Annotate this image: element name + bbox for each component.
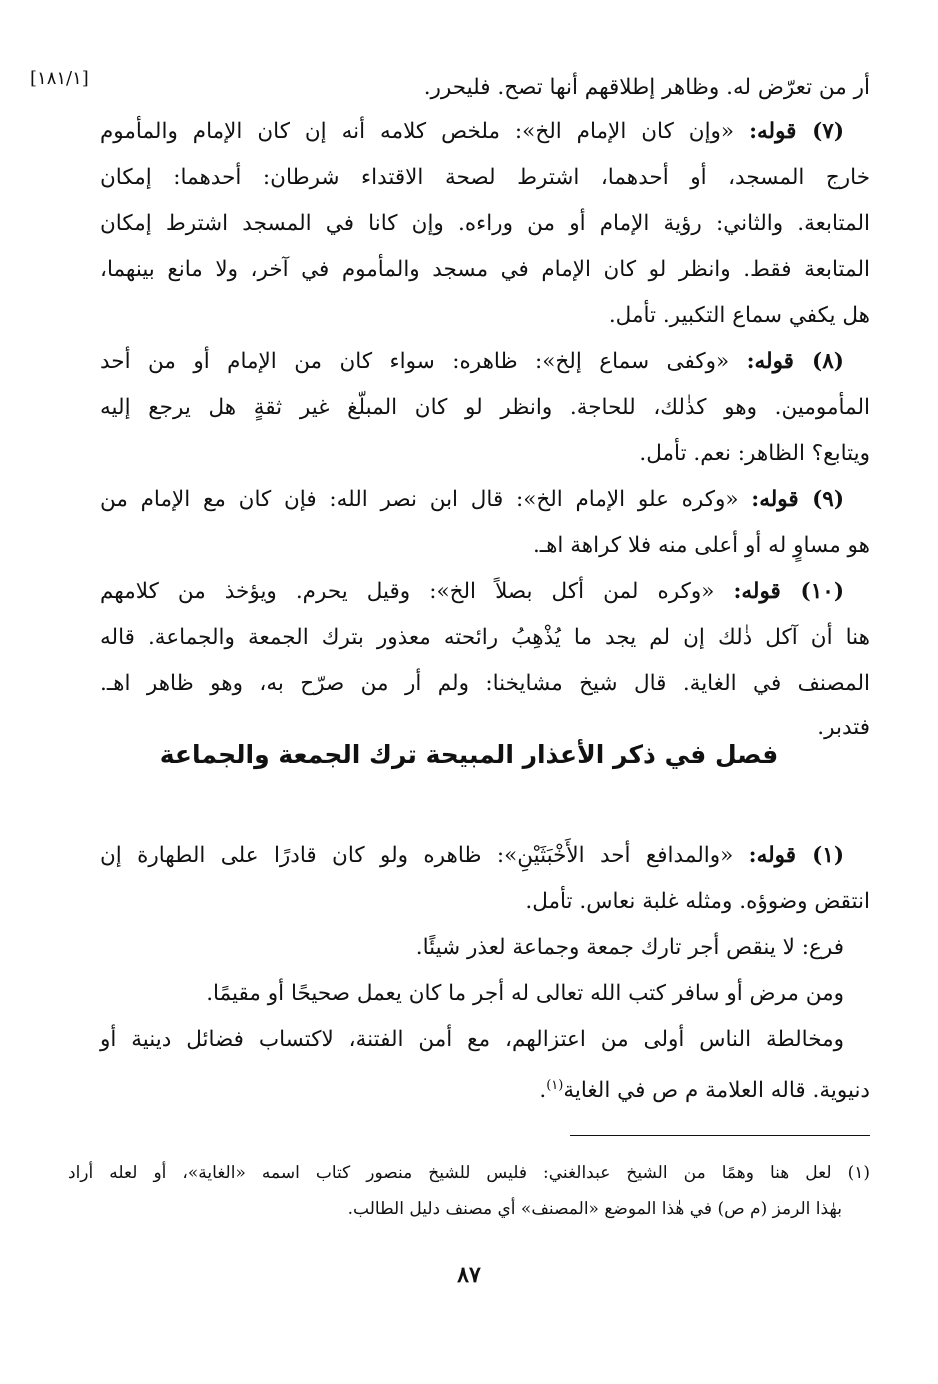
text-span: .	[539, 1078, 547, 1104]
text-line: المصنف في الغاية. قال شيخ مشايخنا: ولم أر من صرّح به، وهو ظاهر اهـ.	[100, 671, 870, 696]
section-heading: فصل في ذكر الأعذار المبيحة ترك الجمعة والجماعة	[159, 740, 779, 769]
text-line: المتابعة. والثاني: رؤية الإمام أو من وراءه. وإن كانا في المسجد اشترط إمكان	[100, 211, 870, 236]
note-7-label: (٧) قوله:	[749, 119, 844, 144]
note-7-text: «وإن كان الإمام الخ»: ملخص كلامه أنه إن كان الإمام والمأموم	[100, 119, 735, 144]
page-number: ٨٧	[457, 1262, 481, 1288]
note-9-line	[100, 478, 844, 522]
text-line: ويتابع؟ الظاهر: نعم. تأمل.	[639, 441, 870, 466]
section-note-1-line	[100, 834, 844, 878]
text-line: هل يكفي سماع التكبير. تأمل.	[608, 303, 870, 328]
text-span: دنيوية. قاله العلامة م ص في الغاية	[563, 1078, 870, 1104]
text-line: المأمومين. وهو كذٰلك، للحاجة. وانظر لو كان المبلّغ غير ثقةٍ هل يرجع إليه	[100, 395, 870, 420]
footnote-marker: (١)	[546, 1078, 564, 1093]
text-line: ومن مرض أو سافر كتب الله تعالى له أجر ما كان يعمل صحيحًا أو مقيمًا.	[206, 981, 844, 1006]
note-10-label: (١٠) قوله:	[733, 579, 844, 604]
text-line: المتابعة فقط. وانظر لو كان الإمام في مسجد والمأموم في آخر، ولا مانع بينهما،	[100, 257, 870, 282]
text-line	[100, 1064, 870, 1108]
footnote-line: بهٰذا الرمز (م ص) في هٰذا الموضع «المصنف» أي مصنف دليل الطالب.	[347, 1199, 842, 1219]
text-line: ومخالطة الناس أولى من اعتزالهم، مع أمن الفتنة، لاكتساب فضائل دينية أو	[100, 1027, 844, 1052]
text-line: هنا أن آكل ذٰلك إن لم يجد ما يُذْهِبُ رائحته معذور بترك الجمعة والجماعة. قاله	[100, 625, 870, 650]
text-line: فتدبر.	[817, 715, 870, 740]
page-reference: [١٨١/١]	[30, 68, 89, 89]
note-9-label: (٩) قوله:	[751, 487, 845, 512]
footnote-separator	[570, 1135, 870, 1136]
section-note-1-text: «والمدافع أحد الأَخْبَثَيْنِ»: ظاهره ولو كان قادرًا على الطهارة إن	[100, 843, 734, 868]
note-8-label: (٨) قوله:	[746, 349, 844, 374]
text-line: انتقض وضوؤه. ومثله غلبة نعاس. تأمل.	[525, 889, 870, 914]
footnote-line: (١) لعل هنا وهمًا من الشيخ عبدالغني: فليس للشيخ منصور كتاب اسمه «الغاية»، أو لعله أراد	[68, 1163, 870, 1183]
text-line: خارج المسجد، أو أحدهما، اشترط لصحة الاقتداء شرطان: أحدهما: إمكان	[100, 165, 870, 190]
note-10-line	[100, 570, 844, 614]
note-9-text: «وكره علو الإمام الخ»: قال ابن نصر الله: فإن كان مع الإمام من	[100, 487, 739, 512]
note-8-line	[100, 340, 844, 384]
note-10-text: «وكره لمن أكل بصلاً الخ»: وقيل يحرم. ويؤخذ من كلامهم	[100, 579, 715, 604]
note-7-line	[100, 110, 844, 154]
text-line: أر من تعرّض له. وظاهر إطلاقهم أنها تصح. فليحرر.	[423, 75, 870, 100]
text-line: فرع: لا ينقص أجر تارك جمعة وجماعة لعذر شيئًا.	[415, 935, 844, 960]
text-line: هو مساوٍ له أو أعلى منه فلا كراهة اهـ.	[532, 533, 870, 558]
section-note-1-label: (١) قوله:	[748, 843, 844, 868]
note-8-text: «وكفى سماع إلخ»: ظاهره: سواء كان من الإمام أو من أحد	[100, 349, 730, 374]
